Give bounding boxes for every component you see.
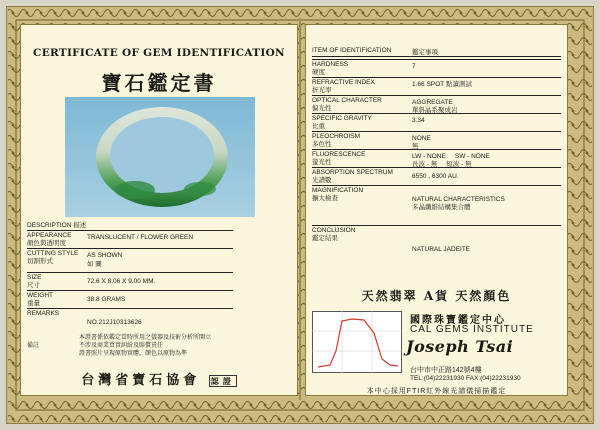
field-label: WEIGHT	[27, 292, 53, 299]
field-fluorescence	[312, 149, 561, 166]
field-label: MAGNIFICATION	[312, 187, 364, 194]
signature: Joseph Tsai	[406, 337, 514, 356]
lab-name-english: CAL GEMS INSTITUTE	[410, 324, 534, 335]
field-label: SPECIFIC GRAVITY	[312, 115, 372, 122]
field-value-cn: 長波 - 無 短波 - 無	[412, 161, 472, 168]
note-line: 不涉及商業買賣糾紛及賠償責任	[79, 343, 164, 349]
field-conclusion	[312, 225, 561, 274]
association-name: 台灣省寶石協會 認證	[81, 373, 235, 388]
field-optical-character	[312, 95, 561, 112]
ftir-note: 本中心採用FTIR紅外線光譜儀掃描鑑定	[366, 388, 507, 395]
field-pleochroism	[312, 131, 561, 148]
field-value: AS SHOWN	[87, 252, 123, 259]
field-magnification	[312, 185, 561, 226]
field-label-cn: 偏光性	[312, 104, 332, 112]
field-label: HARDNESS	[312, 61, 349, 68]
lab-name-chinese: 國際珠寶鑑定中心	[410, 315, 506, 326]
field-label: PLEOCHROISM	[312, 133, 361, 140]
lab-address: 台中市中正路142號4樓	[410, 367, 482, 374]
field-label: FLUORESCENCE	[312, 151, 366, 158]
field-label-cn: 擴大檢查	[312, 194, 338, 202]
field-label-cn: 光譜數	[312, 176, 332, 184]
header-label-cn: 鑑定事項	[412, 49, 438, 56]
note-line: 證書照片呈現原物實體，顏色以原物為準	[79, 351, 188, 357]
field-label: SIZE	[27, 274, 42, 281]
field-label-cn: 比重	[312, 122, 325, 130]
certificate-title-chinese: 寶石鑑定書	[101, 71, 217, 95]
field-value: AGGREGATE	[412, 99, 453, 106]
field-label-cn: 硬度	[312, 68, 325, 76]
field-value: 38.8 GRAMS	[87, 296, 126, 303]
field-label: OPTICAL CHARACTER	[312, 97, 382, 104]
field-label: CONCLUSION	[312, 227, 356, 234]
gem-photo	[65, 97, 255, 217]
field-label-cn: 尺寸	[27, 281, 40, 289]
field-value: NATURAL CHARACTERISTICS	[412, 196, 505, 203]
note-label: 備註	[27, 343, 40, 349]
description-label: DESCRIPTION 描述	[27, 222, 87, 229]
field-value: 3.34	[412, 117, 425, 124]
header-label: ITEM OF IDENTIFICATION	[312, 47, 392, 54]
field-label-cn: 重量	[27, 299, 40, 307]
identification-header	[312, 47, 561, 57]
field-weight	[27, 290, 233, 307]
jade-bangle-image	[65, 97, 255, 217]
field-value: 72.6 X 8.06 X 9.00 MM.	[87, 278, 156, 285]
field-hardness	[312, 59, 561, 76]
ftir-spectrum-plot	[312, 311, 402, 373]
right-panel	[305, 24, 568, 396]
field-label-cn: 多色性	[312, 140, 332, 148]
field-label: CUTTING STYLE	[27, 250, 79, 257]
verdict-banner: 天然翡翠 A貨 天然顏色	[361, 289, 512, 303]
certificate-title: CERTIFICATE OF GEM IDENTIFICATION	[33, 47, 285, 59]
field-label: REMARKS	[27, 310, 60, 317]
field-label-cn: 顏色與透明度	[27, 239, 66, 247]
note-line: 本證書係依鑑定當時所用之儀器及技術分析所開立	[79, 335, 212, 341]
left-panel	[20, 24, 298, 396]
field-refractive-index	[312, 77, 561, 94]
field-value: NO.212J10313626	[87, 319, 142, 326]
field-value-cn: 無	[412, 143, 419, 150]
association-mark: 認證	[210, 376, 235, 386]
field-value: NATURAL JADEITE	[412, 246, 471, 253]
field-value: LW - NONE SW - NONE	[412, 153, 490, 160]
field-value: NONE	[412, 135, 431, 142]
field-label: APPEARANCE	[27, 232, 72, 239]
field-value: 7	[412, 63, 416, 70]
field-label-cn: 切割形式	[27, 257, 53, 265]
field-size	[27, 272, 233, 289]
field-label-cn: 螢光性	[312, 158, 332, 166]
field-label: REFRACTIVE INDEX	[312, 79, 375, 86]
fold-line	[299, 18, 301, 400]
lab-phone: TEL:(04)22231930 FAX:(04)22231930	[410, 375, 521, 382]
field-appearance	[27, 230, 233, 247]
field-label-cn: 鑑定結果	[312, 234, 338, 242]
field-absorption-spectrum	[312, 167, 561, 184]
field-value: TRANSLUCENT / FLOWER GREEN	[87, 234, 194, 241]
field-cutting-style	[27, 248, 233, 271]
field-value-cn: 多晶纖維結構集合體	[412, 204, 471, 211]
field-value-cn: 如 圖	[87, 261, 102, 268]
field-remarks	[27, 308, 233, 331]
field-value: 1.66 SPOT 點讀測試	[412, 81, 472, 88]
field-label-cn: 折光率	[312, 86, 332, 94]
field-label: ABSORPTION SPECTRUM	[312, 169, 393, 176]
field-value: 6550 , 6300 AU.	[412, 173, 459, 180]
field-specific-gravity	[312, 113, 561, 130]
field-value-cn: 單斜晶系聚成岩	[412, 107, 458, 114]
